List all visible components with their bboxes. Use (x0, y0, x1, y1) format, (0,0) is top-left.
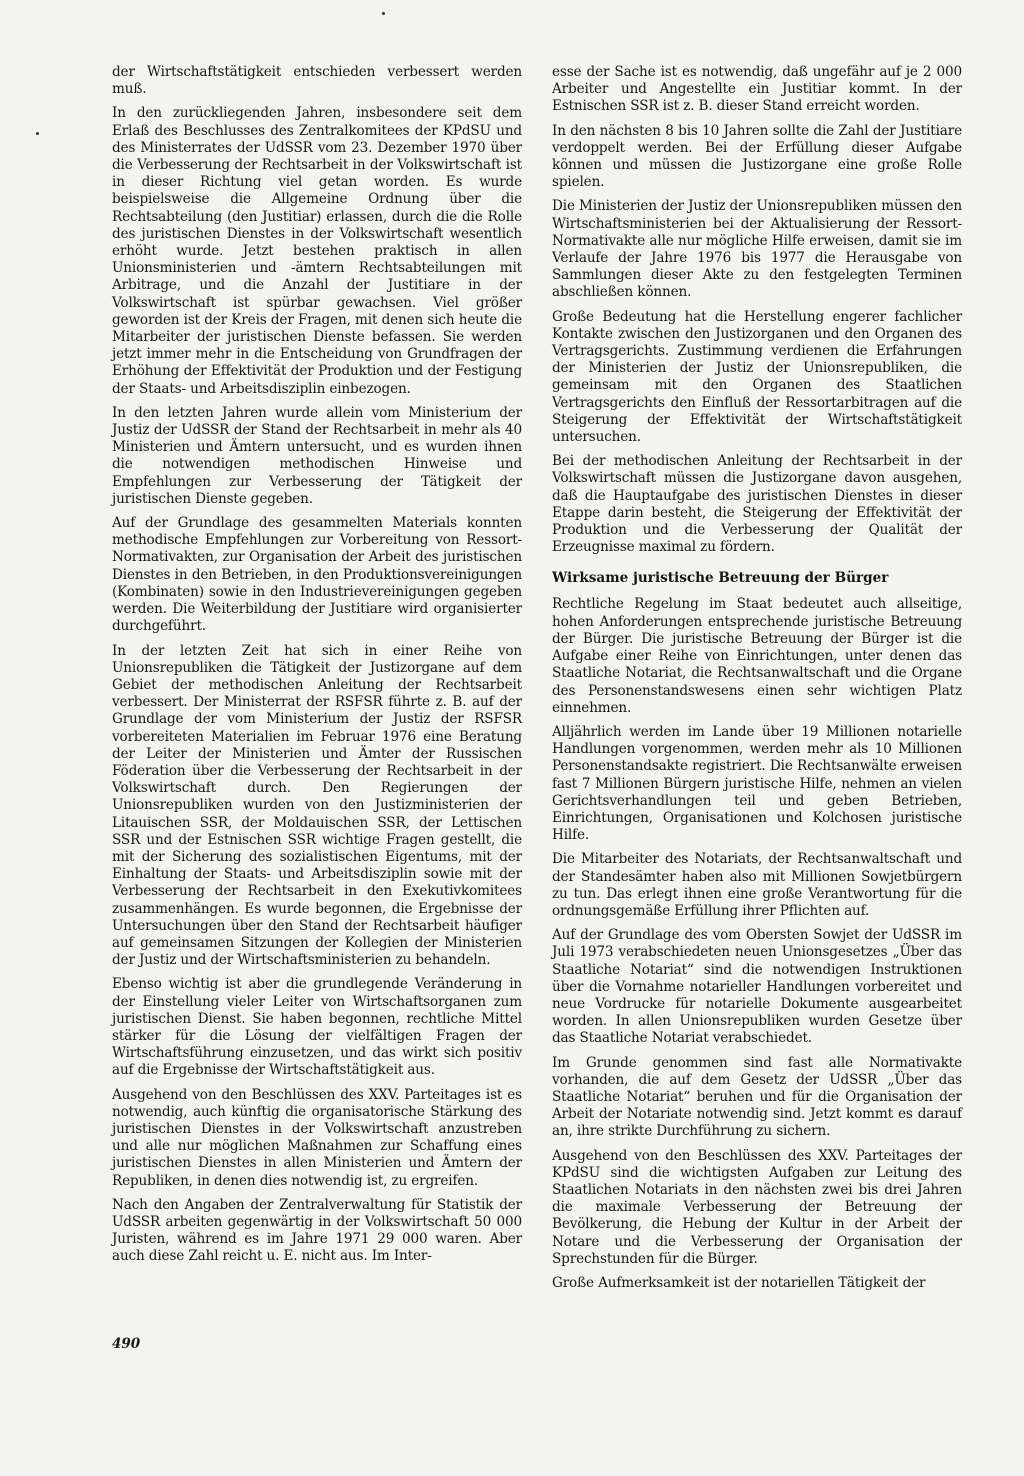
page-number: 490 (112, 1336, 141, 1352)
paragraph: Die Mitarbeiter des Notariats, der Rechtsanwaltschaft und der Standesämter haben also mit Millionen Sowjetbürgern zu tun. Das erlegt ihnen eine große Verantwortung für die ordnungsgemäße Erfüllung ihrer Pflichten auf. (552, 851, 962, 919)
paragraph: Große Aufmerksamkeit ist der notariellen Tätigkeit der (552, 1275, 926, 1291)
paragraph: In den zurückliegenden Jahren, insbesondere seit dem Erlaß des Beschlusses des Zentralkomitees der KPdSU und des Ministerrates der UdSSR vom 23. Dezember 1970 über die Verbesserung der Rechtsarbeit in der Volkswirtschaft ist in dieser Richtung viel getan worden. Es wurde beispielsweise die Allgemeine Ordnung über die Rechtsabteilung (den Justitiar) erlassen, durch die die Rolle des juristischen Dienstes in der Volkswirtschaft wesentlich erhöht wurde. Jetzt bestehen praktisch in allen Unionsministerien und -ämtern Rechtsabteilungen mit Arbitrage, und die Anzahl der Justitiare in der Volkswirtschaft ist spürbar gewachsen. Viel größer geworden ist der Kreis der Fragen, mit denen sich heute die Mitarbeiter der juristischen Dienste befassen. Sie werden jetzt immer mehr in die Entscheidung von Grundfragen der Erhöhung der Effektivität der Produktion und der Festigung der Staats- und Arbeitsdisziplin einbezogen. (112, 105, 522, 397)
paragraph: Alljährlich werden im Lande über 19 Millionen notarielle Handlungen vorgenommen, werden mehr als 10 Millionen Personenstandsakte registriert. Die Rechtsanwälte erweisen fast 7 Millionen Bürgern juristische Hilfe, nehmen an vielen Gerichtsverhandlungen teil und geben Betrieben, Einrichtungen, Organisationen und Kolchosen juristische Hilfe. (552, 723, 962, 844)
paragraph: Nach den Angaben der Zentralverwaltung für Statistik der UdSSR arbeiten gegenwärtig in der Volkswirtschaft 50 000 Juristen, während es im Jahre 1971 29 000 waren. Aber auch diese Zahl reicht u. E. nicht aus. Im Inter- (112, 1196, 522, 1265)
scan-speck (36, 132, 39, 135)
paragraph: Im Grunde genommen sind fast alle Normativakte vorhanden, die auf dem Gesetz der UdSSR „Über das Staatliche Notariat“ beruhen und für die Organisation der Arbeit der Notariate notwendig sind. Jetzt kommt es darauf an, ihre strikte Durchführung zu sichern. (552, 1054, 962, 1140)
paragraph: Die Ministerien der Justiz der Unionsrepubliken müssen den Wirtschaftsministerien bei der Aktualisierung der Ressort-Normativakte alle nur mögliche Hilfe erweisen, damit sie im Verlaufe der Jahre 1976 bis 1977 die Herausgabe von Sammlungen dieser Akte zu den festgelegten Terminen abschließen können. (552, 198, 962, 301)
paragraph: Auf der Grundlage des gesammelten Materials konnten methodische Empfehlungen zur Vorbereitung von Ressort-Normativakten, zur Organisation der Arbeit des juristischen Dienstes in den Betrieben, in den Produktionsvereinigungen (Kombinaten) sowie in den Industrievereinigungen gegeben werden. Die Weiterbildung der Justitiare wird organisierter durchgeführt. (112, 515, 522, 635)
paragraph: Rechtliche Regelung im Staat bedeutet auch allseitige, hohen Anforderungen entsprechende juristische Betreuung der Bürger. Die juristische Betreuung der Bürger ist die Aufgabe einer Reihe von Einrichtungen, unter denen das Staatliche Notariat, die Rechtsanwaltschaft und die Organe des Personenstandswesens einen sehr wichtigen Platz einnehmen. (552, 596, 962, 716)
paragraph: Ebenso wichtig ist aber die grundlegende Veränderung in der Einstellung vieler Leiter von Wirtschaftsorganen zum juristischen Dienst. Sie haben begonnen, rechtliche Mittel stärker für die Lösung der vielfältigen Fragen der Wirtschaftsführung einzusetzen, und das wirkt sich positiv auf die Ergebnisse der Wirtschaftstätigkeit aus. (112, 976, 522, 1079)
paragraph: In den letzten Jahren wurde allein vom Ministerium der Justiz der UdSSR der Stand der Rechtsarbeit in mehr als 40 Ministerien und Ämtern untersucht, und es wurden ihnen die notwendigen methodischen Hinweise und Empfehlungen zur Verbesserung der Tätigkeit der juristischen Dienste gegeben. (112, 404, 522, 507)
paragraph: In der letzten Zeit hat sich in einer Reihe von Unionsrepubliken die Tätigkeit der Justizorgane auf dem Gebiet der methodischen Anleitung der Rechtsarbeit verbessert. Der Ministerrat der RSFSR führte z. B. auf der Grundlage der vom Ministerium der Justiz der RSFSR vorbereiteten Materialien im Februar 1976 eine Beratung der Leiter der Ministerien und Ämter der Russischen Föderation über die Verbesserung der Rechtsarbeit in der Volkswirtschaft durch. Den Regierungen der Unionsrepubliken wurden von den Justizministerien der Litauischen SSR, der Moldauischen SSR, der Lettischen SSR und der Estnischen SSR wichtige Fragen gestellt, die mit der Sicherung des sozialistischen Eigentums, mit der Einhaltung der Staats- und Arbeitsdisziplin sowie mit der Verbesserung der Rechtsarbeit in den Exekutivkomitees zusammenhängen. Es wurde begonnen, die Ergebnisse der Untersuchungen über den Stand der Rechtsarbeit häufiger auf gemeinsamen Sitzungen der Kollegien der Ministerien der Justiz und der Wirtschaftsministerien zu behandeln. (112, 642, 522, 969)
paragraph: Ausgehend von den Beschlüssen des XXV. Parteitages ist es notwendig, auch künftig die organisatorische Stärkung des juristischen Dienstes in der Volkswirtschaft anzustreben und alle nur möglichen Maßnahmen zur Schaffung eines juristischen Dienstes in allen Ministerien und Ämtern der Republiken, in denen dies notwendig ist, zu ergreifen. (112, 1086, 522, 1189)
left-column (112, 64, 522, 1273)
scan-speck (382, 12, 385, 15)
paragraph: Auf der Grundlage des vom Obersten Sowjet der UdSSR im Juli 1973 verabschiedeten neuen Unionsgesetzes „Über das Staatliche Notariat“ sind die notwendigen Instruktionen über die Vornahme notarieller Handlungen vorbereitet und neue Vordrucke für notarielle Dokumente ausgearbeitet worden. In allen Unionsrepubliken wurden Gesetze über das Staatliche Notariat verabschiedet. (552, 927, 962, 1047)
paragraph: Ausgehend von den Beschlüssen des XXV. Parteitages der KPdSU sind die wichtigsten Aufgaben zur Leitung des Staatlichen Notariats in den nächsten zwei bis drei Jahren die maximale Verbesserung der Betreuung der Bevölkerung, die Hebung der Kultur in der Arbeit der Notare und die Verbesserung der Organisation der Sprechstunden für die Bürger. (552, 1147, 962, 1267)
paragraph: Bei der methodischen Anleitung der Rechtsarbeit in der Volkswirtschaft müssen die Justizorgane davon ausgehen, daß die Hauptaufgabe des juristischen Dienstes in dieser Etappe darin besteht, die Steigerung der Effektivität der Produktion und die Verbesserung der Qualität der Erzeugnisse maximal zu fördern. (552, 453, 962, 556)
section-heading: Wirksame juristische Betreuung der Bürger (552, 570, 889, 587)
right-column (552, 64, 962, 1299)
paragraph: In den nächsten 8 bis 10 Jahren sollte die Zahl der Justitiare verdoppelt werden. Bei der Erfüllung dieser Aufgabe können und müssen die Justizorgane eine große Rolle spielen. (552, 122, 962, 191)
paragraph: der Wirtschaftstätigkeit entschieden verbessert werden muß. (112, 64, 522, 98)
paragraph: Große Bedeutung hat die Herstellung engerer fachlicher Kontakte zwischen den Justizorganen und den Organen des Vertragsgerichts. Zustimmung verdienen die Erfahrungen der Ministerien der Justiz der Unionsrepubliken, die gemeinsam mit den Organen des Staatlichen Vertragsgerichts den Einfluß der Ressortarbitragen auf die Steigerung der Effektivität der Wirtschaftstätigkeit untersuchen. (552, 308, 962, 446)
paragraph: esse der Sache ist es notwendig, daß ungefähr auf je 2 000 Arbeiter und Angestellte ein Justitiar kommt. In der Estnischen SSR ist z. B. dieser Stand erreicht worden. (552, 64, 962, 115)
